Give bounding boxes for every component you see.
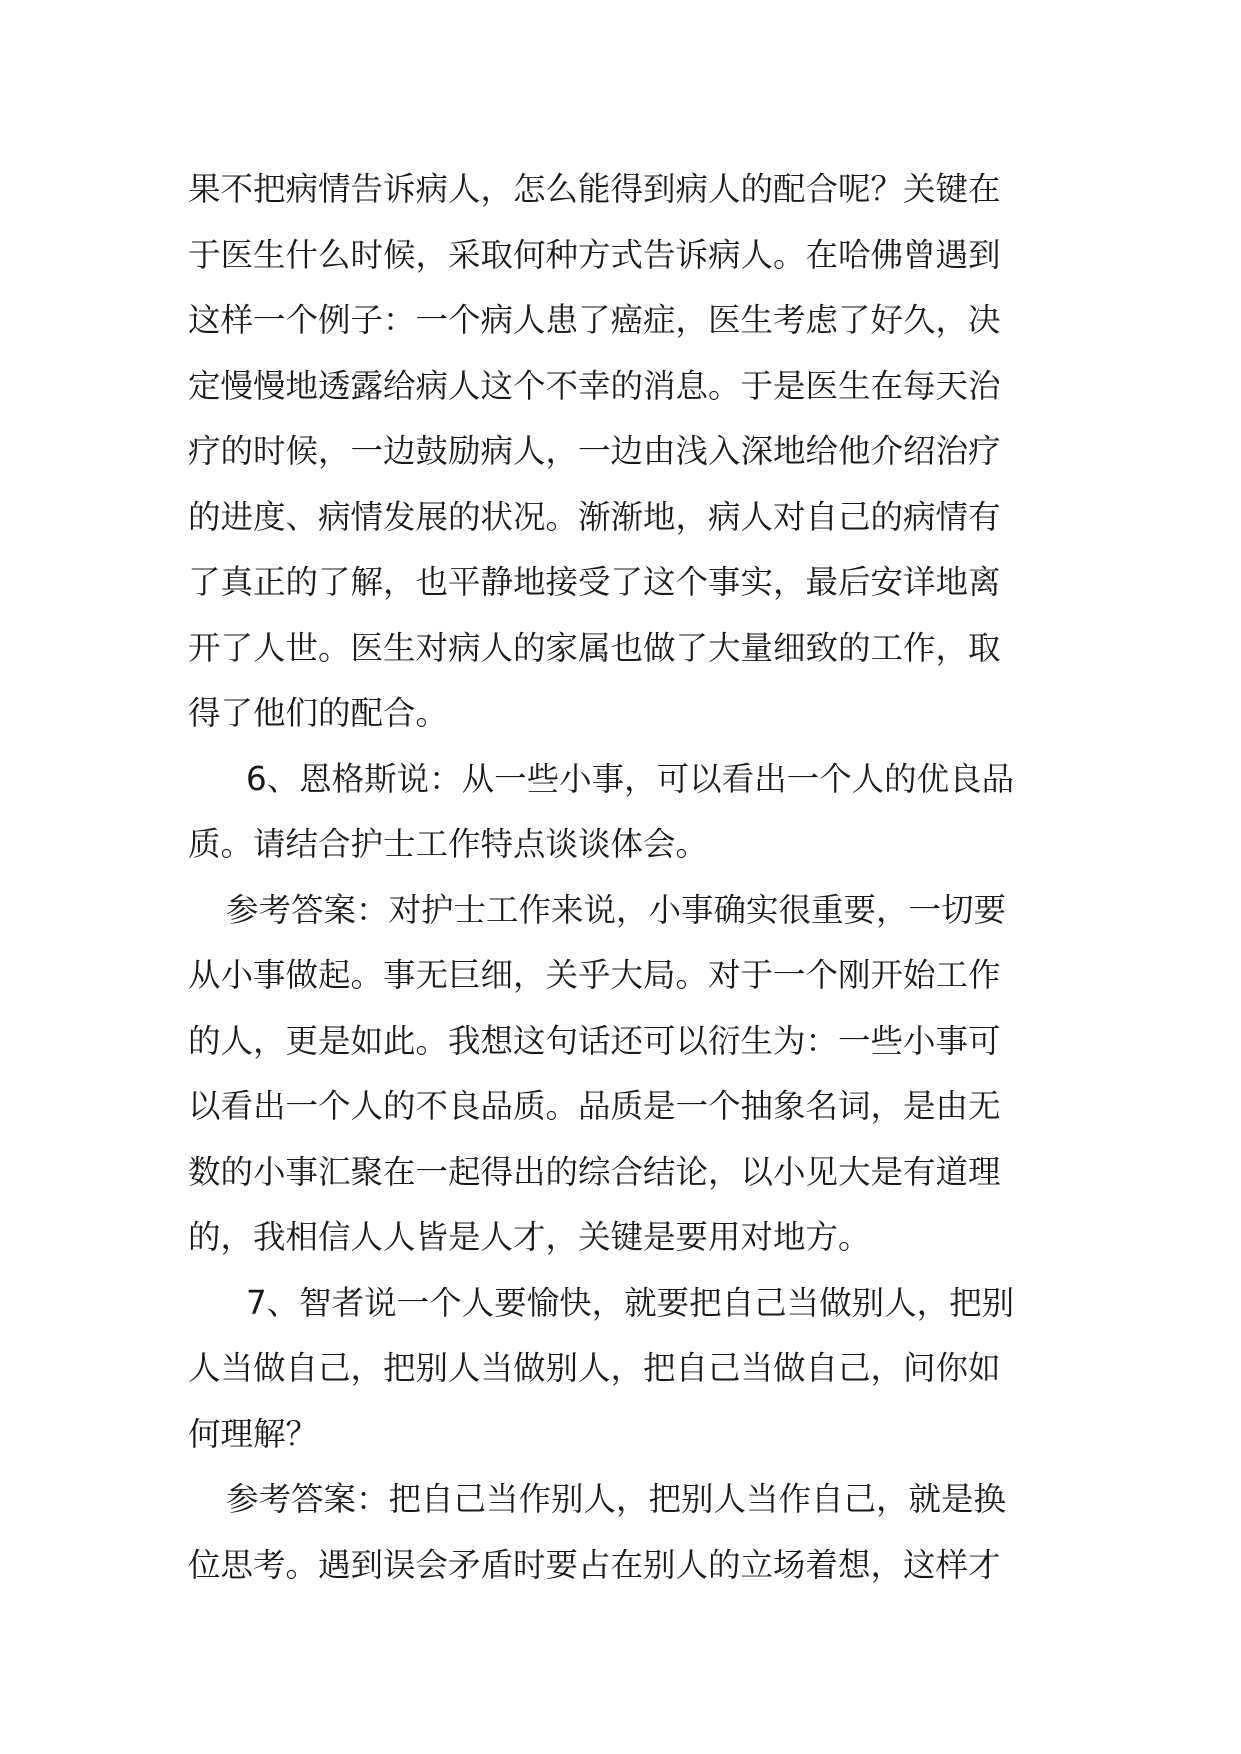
text-line: 数的小事汇聚在一起得出的综合结论，以小见大是有道理: [188, 1152, 1001, 1191]
text-line: 的人，更是如此。我想这句话还可以衍生为：一些小事可: [188, 1021, 1001, 1060]
text-line: 以看出一个人的不良品质。品质是一个抽象名词，是由无: [188, 1087, 1001, 1125]
text-line: 定慢慢地透露给病人这个不幸的消息。于是医生在每天治: [188, 366, 1001, 405]
text-line: 7、智者说一个人要愉快，就要把自己当做别人，把别: [246, 1283, 1015, 1322]
text-line: 的，我相信人人皆是人才，关键是要用对地方。: [188, 1218, 871, 1256]
paragraph-continued-answer: [188, 157, 1068, 747]
paragraph-answer-6: [188, 878, 1068, 1271]
text-line: 何理解？: [188, 1414, 319, 1453]
text-line: 疗的时候，一边鼓励病人，一边由浅入深地给他介绍治疗: [188, 432, 1001, 470]
text-line: 从小事做起。事无巨细，关乎大局。对于一个刚开始工作: [188, 956, 1001, 994]
text-line: 这样一个例子：一个病人患了癌症，医生考虑了好久，决: [188, 301, 1001, 339]
text-line: 人当做自己，把别人当做别人，把自己当做自己，问你如: [188, 1349, 1001, 1387]
text-line: 参考答案：对护士工作来说，小事确实很重要，一切要: [226, 890, 1007, 929]
text-line: 果不把病情告诉病人，怎么能得到病人的配合呢？关键在: [188, 170, 1001, 208]
body-text: [188, 157, 1068, 1598]
text-line: 位思考。遇到误会矛盾时要占在别人的立场着想，这样才: [188, 1545, 1001, 1584]
paragraph-answer-7: [188, 1467, 1068, 1598]
paragraph-question-6: [188, 747, 1068, 878]
text-line: 质。请结合护士工作特点谈谈体会。: [188, 825, 709, 863]
text-line: 得了他们的配合。: [188, 694, 449, 732]
paragraph-question-7: [188, 1271, 1068, 1468]
text-line: 6、恩格斯说：从一些小事，可以看出一个人的优良品: [246, 759, 1015, 798]
text-line: 于医生什么时候，采取何种方式告诉病人。在哈佛曾遇到: [188, 235, 1001, 274]
text-line: 参考答案：把自己当作别人，把别人当作自己，就是换: [226, 1480, 1007, 1518]
text-line: 了真正的了解，也平静地接受了这个事实，最后安详地离: [188, 563, 1001, 601]
text-line: 开了人世。医生对病人的家属也做了大量细致的工作，取: [188, 628, 1001, 667]
text-line: 的进度、病情发展的状况。渐渐地，病人对自己的病情有: [188, 497, 1001, 536]
